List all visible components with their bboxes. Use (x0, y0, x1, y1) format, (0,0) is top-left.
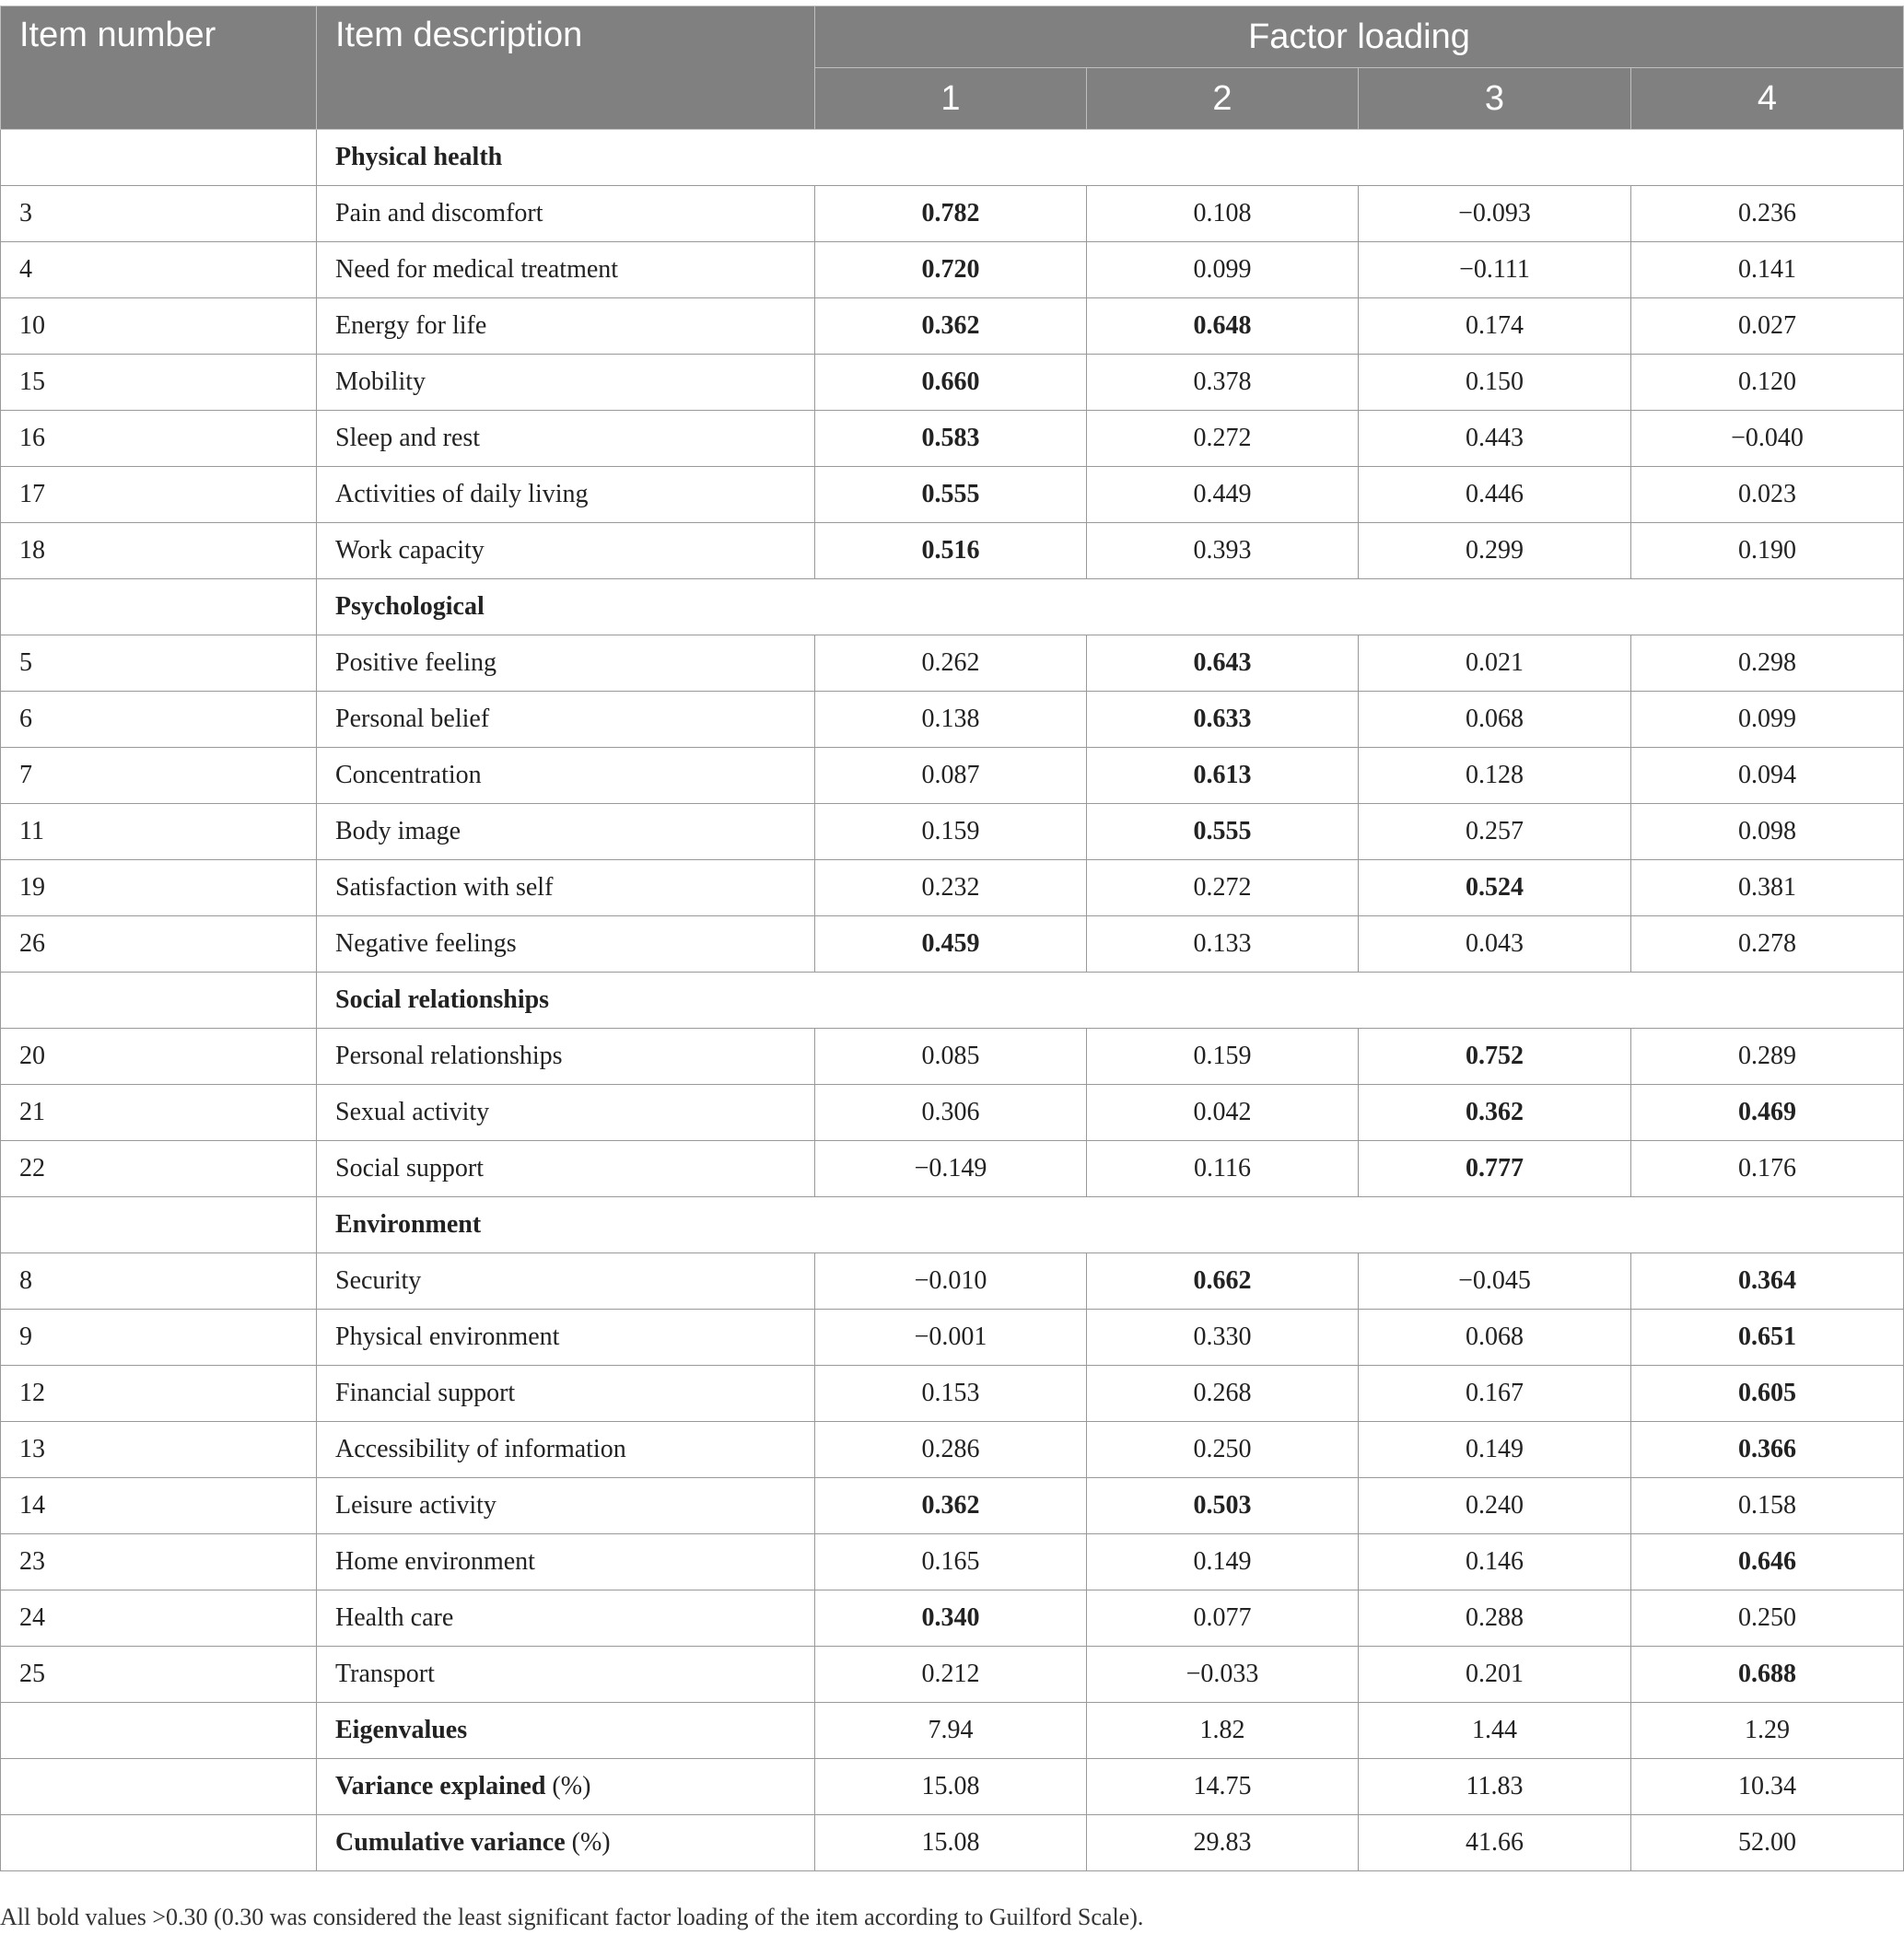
table-row (1, 692, 1904, 748)
item-number: 15 (1, 355, 317, 411)
factor-2-loading: 0.272 (1087, 860, 1359, 916)
factor-1-loading: 0.262 (815, 635, 1087, 692)
factor-2-loading: 0.149 (1087, 1534, 1359, 1590)
item-number: 7 (1, 748, 317, 804)
table-row (1, 1478, 1904, 1534)
table-row (1, 1310, 1904, 1366)
factor-1-loading: 0.153 (815, 1366, 1087, 1422)
summary-label-cell (317, 1703, 815, 1759)
factor-3-loading: 0.167 (1359, 1366, 1631, 1422)
factor-2-loading: 0.268 (1087, 1366, 1359, 1422)
summary-label-cell (317, 1815, 815, 1871)
factor-4-loading: 0.190 (1631, 523, 1904, 579)
factor-1-loading: 0.138 (815, 692, 1087, 748)
section-label: Physical health (317, 130, 1904, 186)
item-number: 5 (1, 635, 317, 692)
item-number: 6 (1, 692, 317, 748)
factor-4-loading: 0.158 (1631, 1478, 1904, 1534)
section-row (1, 130, 1904, 186)
factor-4-loading: 0.278 (1631, 916, 1904, 973)
factor-4-loading: 0.298 (1631, 635, 1904, 692)
factor-3-loading: −0.045 (1359, 1253, 1631, 1310)
summary-factor-2-value: 14.75 (1087, 1759, 1359, 1815)
item-description: Personal belief (317, 692, 815, 748)
section-row (1, 579, 1904, 635)
factor-1-loading: 0.232 (815, 860, 1087, 916)
item-number: 13 (1, 1422, 317, 1478)
item-number: 26 (1, 916, 317, 973)
factor-4-loading: 0.176 (1631, 1141, 1904, 1197)
factor-2-loading: 0.555 (1087, 804, 1359, 860)
factor-1-loading: 0.087 (815, 748, 1087, 804)
factor-3-loading: 0.443 (1359, 411, 1631, 467)
factor-3-loading: 0.752 (1359, 1029, 1631, 1085)
table-row (1, 1141, 1904, 1197)
table-row (1, 916, 1904, 973)
summary-label: Cumulative variance (335, 1828, 566, 1857)
item-description: Home environment (317, 1534, 815, 1590)
factor-1-loading: 0.159 (815, 804, 1087, 860)
summary-spacer-cell (1, 1759, 317, 1815)
factor-4-loading: 0.099 (1631, 692, 1904, 748)
factor-2-loading: 0.250 (1087, 1422, 1359, 1478)
table-row (1, 1590, 1904, 1647)
item-description: Security (317, 1253, 815, 1310)
summary-factor-4-value: 52.00 (1631, 1815, 1904, 1871)
item-number: 23 (1, 1534, 317, 1590)
table-row (1, 748, 1904, 804)
factor-1-loading: 0.212 (815, 1647, 1087, 1703)
factor-1-loading: 0.555 (815, 467, 1087, 523)
factor-1-loading: 0.165 (815, 1534, 1087, 1590)
factor-2-loading: 0.099 (1087, 242, 1359, 298)
factor-3-loading: 0.777 (1359, 1141, 1631, 1197)
table-row (1, 1366, 1904, 1422)
table-row (1, 186, 1904, 242)
factor-3-loading: 0.240 (1359, 1478, 1631, 1534)
section-row (1, 1197, 1904, 1253)
summary-label: Eigenvalues (335, 1716, 468, 1744)
factor-2-loading: 0.133 (1087, 916, 1359, 973)
section-spacer-cell (1, 579, 317, 635)
factor-3-loading: 0.146 (1359, 1534, 1631, 1590)
item-number: 14 (1, 1478, 317, 1534)
item-number: 18 (1, 523, 317, 579)
table-header (1, 6, 1904, 130)
header-factor-3: 3 (1359, 68, 1631, 130)
factor-1-loading: 0.720 (815, 242, 1087, 298)
factor-1-loading: 0.085 (815, 1029, 1087, 1085)
summary-factor-1-value: 15.08 (815, 1815, 1087, 1871)
summary-factor-2-value: 29.83 (1087, 1815, 1359, 1871)
factor-2-loading: 0.330 (1087, 1310, 1359, 1366)
item-number: 19 (1, 860, 317, 916)
factor-2-loading: 0.613 (1087, 748, 1359, 804)
table-row (1, 355, 1904, 411)
table-row (1, 1085, 1904, 1141)
item-description: Sexual activity (317, 1085, 815, 1141)
factor-3-loading: 0.299 (1359, 523, 1631, 579)
factor-4-loading: 0.236 (1631, 186, 1904, 242)
summary-row (1, 1815, 1904, 1871)
summary-factor-3-value: 41.66 (1359, 1815, 1631, 1871)
item-number: 16 (1, 411, 317, 467)
factor-3-loading: 0.068 (1359, 692, 1631, 748)
factor-1-loading: 0.340 (815, 1590, 1087, 1647)
item-description: Satisfaction with self (317, 860, 815, 916)
item-description: Mobility (317, 355, 815, 411)
summary-factor-1-value: 15.08 (815, 1759, 1087, 1815)
factor-1-loading: 0.362 (815, 298, 1087, 355)
table-row (1, 298, 1904, 355)
summary-unit: (%) (565, 1828, 611, 1857)
item-number: 4 (1, 242, 317, 298)
factor-1-loading: 0.306 (815, 1085, 1087, 1141)
factor-1-loading: 0.362 (815, 1478, 1087, 1534)
item-description: Personal relationships (317, 1029, 815, 1085)
item-description: Financial support (317, 1366, 815, 1422)
factor-3-loading: 0.257 (1359, 804, 1631, 860)
header-factor-2: 2 (1087, 68, 1359, 130)
factor-4-loading: 0.688 (1631, 1647, 1904, 1703)
item-number: 3 (1, 186, 317, 242)
factor-4-loading: 0.120 (1631, 355, 1904, 411)
factor-2-loading: 0.449 (1087, 467, 1359, 523)
table-body (1, 130, 1904, 1871)
factor-4-loading: 0.027 (1631, 298, 1904, 355)
factor-4-loading: −0.040 (1631, 411, 1904, 467)
factor-3-loading: 0.150 (1359, 355, 1631, 411)
factor-4-loading: 0.094 (1631, 748, 1904, 804)
factor-4-loading: 0.651 (1631, 1310, 1904, 1366)
factor-2-loading: 0.633 (1087, 692, 1359, 748)
section-spacer-cell (1, 1197, 317, 1253)
summary-spacer-cell (1, 1815, 317, 1871)
item-number: 10 (1, 298, 317, 355)
section-spacer-cell (1, 973, 317, 1029)
factor-4-loading: 0.381 (1631, 860, 1904, 916)
table-footnote: All bold values >0.30 (0.30 was considered the least significant factor loading of the item according to Guilford Scale). (0, 1904, 1144, 1930)
item-description: Activities of daily living (317, 467, 815, 523)
factor-2-loading: 0.378 (1087, 355, 1359, 411)
factor-1-loading: −0.001 (815, 1310, 1087, 1366)
summary-factor-1-value: 7.94 (815, 1703, 1087, 1759)
factor-3-loading: 0.288 (1359, 1590, 1631, 1647)
summary-spacer-cell (1, 1703, 317, 1759)
table-row (1, 1029, 1904, 1085)
factor-3-loading: 0.524 (1359, 860, 1631, 916)
section-label: Social relationships (317, 973, 1904, 1029)
item-description: Accessibility of information (317, 1422, 815, 1478)
item-description: Health care (317, 1590, 815, 1647)
factor-3-loading: 0.021 (1359, 635, 1631, 692)
factor-1-loading: −0.010 (815, 1253, 1087, 1310)
factor-3-loading: 0.362 (1359, 1085, 1631, 1141)
item-description: Concentration (317, 748, 815, 804)
table-row (1, 1422, 1904, 1478)
factor-2-loading: 0.393 (1087, 523, 1359, 579)
summary-row (1, 1703, 1904, 1759)
factor-2-loading: 0.662 (1087, 1253, 1359, 1310)
item-number: 17 (1, 467, 317, 523)
summary-row (1, 1759, 1904, 1815)
summary-factor-2-value: 1.82 (1087, 1703, 1359, 1759)
item-description: Need for medical treatment (317, 242, 815, 298)
factor-2-loading: 0.272 (1087, 411, 1359, 467)
item-description: Negative feelings (317, 916, 815, 973)
section-label: Psychological (317, 579, 1904, 635)
item-number: 12 (1, 1366, 317, 1422)
factor-2-loading: −0.033 (1087, 1647, 1359, 1703)
factor-4-loading: 0.023 (1631, 467, 1904, 523)
factor-2-loading: 0.503 (1087, 1478, 1359, 1534)
factor-1-loading: 0.459 (815, 916, 1087, 973)
item-number: 24 (1, 1590, 317, 1647)
summary-factor-3-value: 11.83 (1359, 1759, 1631, 1815)
factor-3-loading: 0.128 (1359, 748, 1631, 804)
factor-1-loading: 0.286 (815, 1422, 1087, 1478)
factor-3-loading: 0.149 (1359, 1422, 1631, 1478)
table-row (1, 1253, 1904, 1310)
item-number: 21 (1, 1085, 317, 1141)
table-row (1, 523, 1904, 579)
factor-1-loading: −0.149 (815, 1141, 1087, 1197)
factor-loading-table (0, 6, 1904, 1871)
factor-1-loading: 0.583 (815, 411, 1087, 467)
factor-3-loading: −0.093 (1359, 186, 1631, 242)
factor-4-loading: 0.289 (1631, 1029, 1904, 1085)
factor-1-loading: 0.782 (815, 186, 1087, 242)
factor-4-loading: 0.250 (1631, 1590, 1904, 1647)
table-row (1, 467, 1904, 523)
table-row (1, 804, 1904, 860)
summary-factor-4-value: 10.34 (1631, 1759, 1904, 1815)
factor-2-loading: 0.643 (1087, 635, 1359, 692)
factor-3-loading: 0.201 (1359, 1647, 1631, 1703)
item-number: 11 (1, 804, 317, 860)
item-number: 9 (1, 1310, 317, 1366)
factor-4-loading: 0.364 (1631, 1253, 1904, 1310)
factor-3-loading: 0.174 (1359, 298, 1631, 355)
item-description: Transport (317, 1647, 815, 1703)
item-description: Social support (317, 1141, 815, 1197)
factor-2-loading: 0.042 (1087, 1085, 1359, 1141)
factor-4-loading: 0.469 (1631, 1085, 1904, 1141)
header-factor-1: 1 (815, 68, 1087, 130)
factor-2-loading: 0.648 (1087, 298, 1359, 355)
section-row (1, 973, 1904, 1029)
table-container (0, 6, 1904, 1871)
table-row (1, 411, 1904, 467)
factor-2-loading: 0.116 (1087, 1141, 1359, 1197)
section-label: Environment (317, 1197, 1904, 1253)
factor-1-loading: 0.660 (815, 355, 1087, 411)
factor-4-loading: 0.098 (1631, 804, 1904, 860)
factor-4-loading: 0.646 (1631, 1534, 1904, 1590)
item-number: 22 (1, 1141, 317, 1197)
item-description: Pain and discomfort (317, 186, 815, 242)
summary-unit: (%) (545, 1772, 591, 1800)
factor-4-loading: 0.141 (1631, 242, 1904, 298)
item-number: 8 (1, 1253, 317, 1310)
factor-3-loading: 0.043 (1359, 916, 1631, 973)
factor-2-loading: 0.159 (1087, 1029, 1359, 1085)
factor-2-loading: 0.108 (1087, 186, 1359, 242)
item-description: Positive feeling (317, 635, 815, 692)
item-number: 25 (1, 1647, 317, 1703)
item-description: Work capacity (317, 523, 815, 579)
factor-1-loading: 0.516 (815, 523, 1087, 579)
factor-4-loading: 0.605 (1631, 1366, 1904, 1422)
summary-label: Variance explained (335, 1772, 546, 1800)
factor-4-loading: 0.366 (1631, 1422, 1904, 1478)
item-description: Leisure activity (317, 1478, 815, 1534)
item-description: Sleep and rest (317, 411, 815, 467)
header-item-description: Item description (317, 6, 815, 130)
table-row (1, 1534, 1904, 1590)
summary-label-cell (317, 1759, 815, 1815)
section-spacer-cell (1, 130, 317, 186)
summary-factor-3-value: 1.44 (1359, 1703, 1631, 1759)
item-description: Body image (317, 804, 815, 860)
factor-3-loading: 0.446 (1359, 467, 1631, 523)
header-item-number: Item number (1, 6, 317, 130)
header-row-top (1, 6, 1904, 68)
factor-3-loading: −0.111 (1359, 242, 1631, 298)
factor-3-loading: 0.068 (1359, 1310, 1631, 1366)
header-factor-4: 4 (1631, 68, 1904, 130)
table-row (1, 1647, 1904, 1703)
header-factor-loading: Factor loading (815, 6, 1904, 68)
item-description: Physical environment (317, 1310, 815, 1366)
item-description: Energy for life (317, 298, 815, 355)
table-row (1, 635, 1904, 692)
summary-factor-4-value: 1.29 (1631, 1703, 1904, 1759)
table-row (1, 860, 1904, 916)
factor-2-loading: 0.077 (1087, 1590, 1359, 1647)
item-number: 20 (1, 1029, 317, 1085)
table-row (1, 242, 1904, 298)
